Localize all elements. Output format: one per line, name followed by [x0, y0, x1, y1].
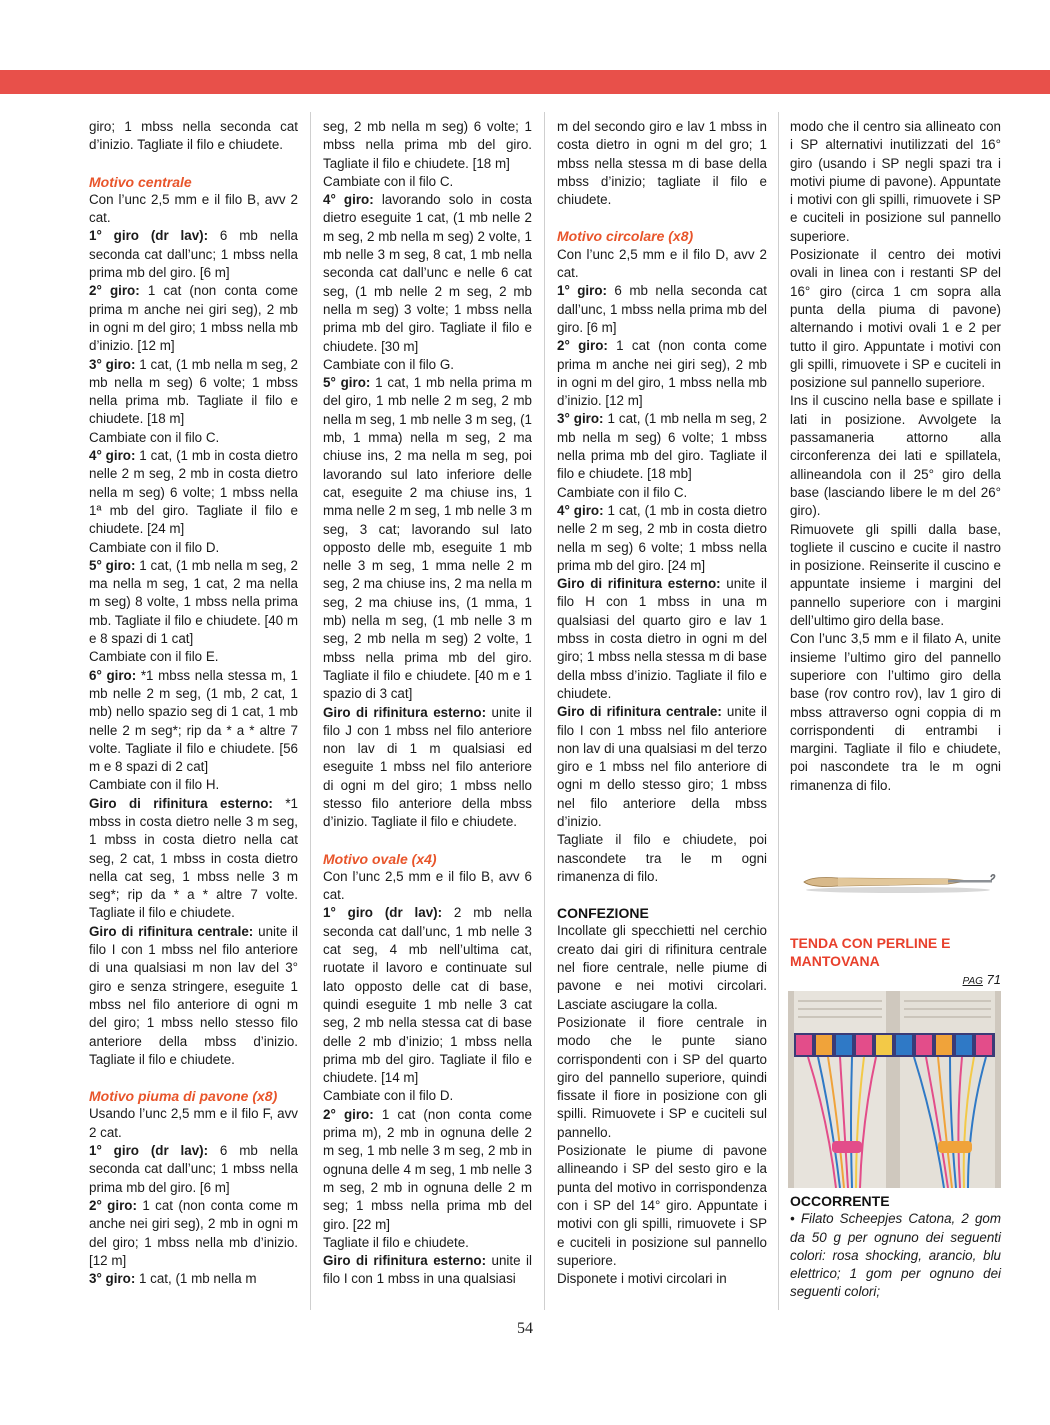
- section-heading-motivo-piuma: Motivo piuma di pavone (x8): [89, 1088, 278, 1105]
- round-text: 1 cat, (1 mb nella m seg, 2 mb nella m seg) 6 volte; 1 mbss nella prima mb. Tagliate il filo e chiudete. [18 m]: [89, 356, 298, 427]
- round-text: 1 cat, (1 mb nella m seg, 2 mb nella m seg) 6 volte; 1 mbss nella prima mb del giro. Tagliate il filo e chiudete. [18 mb]: [557, 411, 767, 482]
- paragraph: Cambiate con il filo E.: [89, 649, 219, 665]
- round-text: 1 cat, (1 mb in costa dietro nelle 2 m seg, 2 mb in costa dietro nella m seg) 6 volte; 1 mbss nella prima mb del giro. [24 m]: [557, 502, 767, 573]
- round-label: 2° giro:: [323, 1106, 374, 1122]
- round-text: unite il filo I con 1 mbss nel filo anteriore di una qualsiasi m non lav del 3° giro e senza stringere, eseguite 1 mbss nel filo anteriore di ogni m del giro; 1 mbss nello stesso filo anteriore della mbss d’inizio. Tagliate il filo e chiudete.: [89, 923, 298, 1067]
- round-label: 1° giro:: [557, 283, 607, 299]
- paragraph: Tagliate il filo e chiudete, poi nascondete tra le m ogni rimanenza di filo.: [557, 832, 767, 884]
- paragraph: Con l’unc 2,5 mm e il filo B, avv 6 cat.: [323, 868, 532, 903]
- paragraph: Posizionate il centro dei motivi ovali in linea con i restanti SP del 16° giro (circa 1 cm sopra alla punta della piuma di pavone) alternando i motivi ovali 1 e 2 per tutto il giro. Appuntate i motivi con gli spilli, rimuovete i SP e cuciteli in posizione sul pannello superiore.: [790, 247, 1001, 391]
- paragraph: Cambiate con il filo C.: [89, 429, 220, 445]
- paragraph: Incollate gli specchietti nel cerchio creato dai giri di rifinitura centrale nel fiore centrale, nelle piume di pavone e nei motivi circolari. Lasciate asciugare la colla.: [557, 923, 767, 1012]
- paragraph: Rimuovete gli spilli dalla base, togliete il cuscino e cucite il nastro in posizione. Reinserite il cuscino e appuntate insieme i margini del pannello superiore con i margini dell’ultimo giro della base.: [790, 521, 1001, 629]
- round-label: 4° giro:: [323, 192, 374, 208]
- paragraph: modo che il centro sia allineato con i SP alternativi inutilizzati del 16° giro (usando i SP negli spazi tra i motivi piume di pavone). Appuntate i motivi con gli spilli, rimuovete i SP e cuciteli in posizione sul pannello superiore.: [790, 119, 1001, 244]
- round-text: unite il filo I con 1 mbss in una qualsiasi: [323, 1253, 532, 1287]
- paragraph: Tagliate il filo e chiudete.: [323, 1234, 469, 1250]
- section-heading-confezione: CONFEZIONE: [557, 905, 649, 922]
- round-label: Giro di rifinitura esterno:: [323, 704, 487, 720]
- round-text: 1 cat, (1 mb in costa dietro nelle 2 m seg, 2 mb in costa dietro nella m seg) 6 volte; 1 mbss nella 1ª mb del giro. Tagliate il filo e chiudete. [24 m]: [89, 448, 298, 537]
- round-label: Giro di rifinitura centrale:: [557, 704, 722, 720]
- round-text: lavorando solo in costa dietro eseguite 1 cat, (1 mb nelle 2 m seg, 2 mb nella m seg) 2 volte, 1 mb nelle 3 m seg, 8 cat, 1 mb nella seconda cat dall’unc e nelle 6 cat seg, (1 mb nelle 2 m seg, 2 mb nella m seg) 3 volte; 1 mbss nella prima mb del giro. Tagliate il filo e chiudete. [30 m]: [323, 192, 532, 354]
- column-1: [89, 118, 298, 1288]
- round-text: 1 cat, (1 mb nella m seg, 2 ma nella m seg, 1 cat, 2 ma nella m seg) 8 volte, 1 mbss nella prima mb. Tagliate il filo e chiudete. [40 m e 8 spazi di 1 cat]: [89, 557, 298, 647]
- round-label: 6° giro:: [89, 667, 137, 683]
- paragraph: Cambiate con il filo D.: [323, 1088, 454, 1104]
- round-label: 5° giro:: [89, 557, 136, 573]
- paragraph: Con l’unc 3,5 mm e il filato A, unite insieme l’ultimo giro del pannello superiore con l’ultimo giro della base (rov contro rov), lav 1 giro di mbss attraverso ogni coppia di m corrispondenti di entrambi i margini. Tagliate il filo e chiudete, poi nascondete tra le m ogni rimanenza di filo.: [790, 631, 1001, 793]
- round-text: unite il filo I con 1 mbss nel filo anteriore non lav di una qualsiasi m del terzo giro e 1 mbss nel filo anteriore di ogni m dello stesso giro; 1 mbss nel filo anteriore della mbss d’inizio.: [557, 704, 767, 829]
- round-text: 1 cat, 1 mb nella prima m del giro, 1 mb nelle 2 m seg, 2 mb nella m seg, 1 mb nelle 3 m seg, (1 mb, 1 mma) nella m seg, 2 ma chiuse ins, 2 ma nella m seg, poi lavorando sul lato inferiore delle cat, eseguite 2 ma chiuse ins, 1 mma nelle 2 m seg, 1 mb nelle 3 m seg, 3 cat; lavorando sul lato opposto delle mb, eseguite 1 mb nelle 3 m seg, 1 mma nelle 2 m seg, 2 ma chiuse ins, 2 ma nella m seg, 2 ma chiuse ins, (1 mma, 1 mb) nella m seg, (1 mb nelle 3 m seg, 2 mb nella m seg) 2 volte, 1 mbss nella prima mb del giro. Tagliate il filo e chiudete. [40 m e 1 spazio di 3 cat]: [323, 375, 532, 702]
- round-text: 1 cat, (1 mb nella m: [135, 1271, 257, 1287]
- round-text: 6 mb nella seconda cat dall’unc; 1 mbss nella prima mb del giro. [6 m]: [89, 1143, 298, 1195]
- round-label: 3° giro:: [89, 1271, 136, 1287]
- section-heading-motivo-centrale: Motivo centrale: [89, 173, 192, 190]
- round-label: 1° giro (dr lav):: [89, 1143, 209, 1159]
- round-text: *1 mbss nella stessa m, 1 mb nelle 2 m seg, (1 mb, 2 cat, 1 mb) nello spazio seg di 1 cat, 1 mb nelle 2 m seg*; rip da * a * altre 7 volte. Tagliate il filo e chiudete. [56 m e 8 spazi di 2 cat]: [89, 667, 298, 775]
- paragraph: Posizionate il fiore centrale in modo che le punte siano corrispondenti con i SP del quarto giro del pannello superiore, quindi fissate il fiore in posizione con gli spilli. Rimuovete i SP e cuciteli sul pannello.: [557, 1014, 767, 1140]
- crochet-hook-image: [798, 868, 1000, 894]
- paragraph: Cambiate con il filo G.: [323, 356, 454, 372]
- section-heading-occorrente: OCCORRENTE: [790, 1193, 890, 1209]
- round-text: 1 cat (non conta come prima m), 2 mb in ognuna delle 2 m seg, 1 mb nelle 3 m seg, 2 mb in ognuna delle 4 m seg, 1 mb nelle 3 m seg, 2 mb in ognuna delle 2 m seg; 1 mbss nella prima mb del giro. [22 m]: [323, 1106, 533, 1232]
- round-text: unite il filo H con 1 mbss in una m qualsiasi del quarto giro e lav 1 mbss in costa dietro in ogni m del giro; 1 mbss nella stessa m di base della mbss d’inizio. Tagliate il filo e chiudete.: [557, 576, 767, 701]
- paragraph: Cambiate con il filo D.: [89, 539, 220, 555]
- curtain-photo-illustration: [788, 991, 1001, 1188]
- round-label: Giro di rifinitura esterno:: [89, 795, 273, 811]
- page-reference-label: PAG: [962, 976, 983, 987]
- round-label: 1° giro (dr lav):: [323, 905, 443, 921]
- paragraph: • Filato Scheepjes Catona, 2 gom da 50 g per ognuno dei seguenti colori: rosa shocking, arancio, blu elettrico; 1 gom per ognuno dei seguenti colori;: [790, 1211, 1001, 1300]
- round-text: 1 cat (non conta come prima m anche nei giri seg), 2 mb in ogni m del giro; 1 mbss nella mb d’inizio. [12 m]: [89, 283, 299, 354]
- paragraph: seg, 2 mb nella m seg) 6 volte; 1 mbss nella prima mb del giro. Tagliate il filo e chiudete. [18 m]: [323, 119, 532, 171]
- section-heading-motivo-ovale: Motivo ovale (x4): [323, 850, 437, 867]
- round-text: 6 mb nella seconda cat dall’unc; 1 mbss nella prima mb del giro. [6 m]: [89, 228, 298, 281]
- page-reference-number: 71: [986, 972, 1001, 987]
- paragraph: Ins il cuscino nella base e spillate i lati in posizione. Avvolgete la passamaneria attorno alla circonferenza dei lati e spillatela, allineandola con il 25° giro della base (lasciando libere le m del 26° giro).: [790, 393, 1001, 519]
- round-text: 2 mb nella seconda cat dall’unc, 1 mb nelle 3 cat seg, 4 mb nell’ultima cat, ruotate il lavoro e continuate sul lato opposto delle cat di base, quindi eseguite 1 mb nelle 3 cat seg, 2 mb nella stessa cat di base delle 2 mb d’inizio; 1 mbss nella prima mb del giro. Tagliate il filo e chiudete. [14 m]: [323, 905, 532, 1086]
- top-color-band: [0, 70, 1050, 94]
- column-divider: [310, 112, 311, 1310]
- round-label: Giro di rifinitura esterno:: [323, 1253, 487, 1269]
- round-label: Giro di rifinitura centrale:: [89, 923, 254, 939]
- paragraph: giro; 1 mbss nella seconda cat d’inizio. Tagliate il filo e chiudete.: [89, 119, 298, 153]
- column-3: [557, 118, 767, 1288]
- round-label: 2° giro:: [557, 338, 608, 354]
- round-label: 4° giro:: [557, 502, 604, 518]
- column-divider: [544, 112, 545, 1310]
- round-text: *1 mbss in costa dietro nelle 3 m seg, 1 mbss in costa dietro nella cat seg, 2 cat, 1 mbss in costa dietro nella cat seg, 1 mbss nelle 3 m seg*; rip da * a * altre 7 volte. Tagliate il filo e chiudete.: [89, 795, 298, 921]
- round-label: 2° giro:: [89, 283, 140, 299]
- column-2: [323, 118, 532, 1289]
- paragraph: Cambiate con il filo C.: [323, 173, 454, 189]
- round-label: 3° giro:: [557, 411, 604, 427]
- occorrente-section: [790, 1192, 1001, 1302]
- round-label: 3° giro:: [89, 356, 136, 372]
- page-reference: [790, 972, 1001, 987]
- curtain-photo: [788, 991, 1001, 1188]
- paragraph: Disponete i motivi circolari in: [557, 1271, 727, 1287]
- paragraph: Cambiate con il filo C.: [557, 484, 688, 500]
- column-divider: [778, 112, 779, 1310]
- paragraph: Con l’unc 2,5 mm e il filo D, avv 2 cat.: [557, 246, 767, 281]
- round-text: unite il filo J con 1 mbss nel filo anteriore non lav di 1 m qualsiasi ed eseguite 1 mbss nel filo anteriore di ogni m del giro; 1 mbss nello stesso filo anteriore della mbss d’inizio. Tagliate il filo e chiudete.: [323, 704, 532, 830]
- tenda-section: [790, 934, 1001, 987]
- section-heading-tenda: TENDA CON PERLINE E MANTOVANA: [790, 935, 951, 969]
- round-label: 5° giro:: [323, 375, 371, 391]
- section-heading-motivo-circolare: Motivo circolare (x8): [557, 228, 694, 245]
- round-text: 6 mb nella seconda cat dall’unc, 1 mbss nella prima mb del giro. [6 m]: [557, 283, 767, 335]
- paragraph: Usando l’unc 2,5 mm e il filo F, avv 2 cat.: [89, 1106, 298, 1140]
- page-number: 54: [517, 1320, 533, 1337]
- round-label: 4° giro:: [89, 448, 136, 464]
- round-text: 1 cat (non conta come m anche nei giri seg), 2 mb in ogni m del giro; 1 mbss nella mb d’inizio. [12 m]: [89, 1197, 298, 1268]
- round-label: Giro di rifinitura esterno:: [557, 576, 721, 592]
- paragraph: Con l’unc 2,5 mm e il filo B, avv 2 cat.: [89, 191, 298, 226]
- round-label: 2° giro:: [89, 1197, 137, 1213]
- round-text: 1 cat (non conta come prima m anche nei giri seg), 2 mb in ogni m del giro, 1 mbss nella mb d’inizio. [12 m]: [557, 338, 767, 409]
- paragraph: m del secondo giro e lav 1 mbss in costa dietro in ogni m del gro; 1 mbss nella stessa m di base della mbss d’inizio; tagliate il filo e chiudete.: [557, 119, 767, 208]
- column-4: [790, 118, 1001, 795]
- paragraph: Posizionate le piume di pavone allineando i SP del sesto giro e la punta del motivo in corrispondenza con i SP del 14° giro. Appuntate i motivi con gli spilli, rimuovete i SP e cuciteli in posizione sul pannello superiore.: [557, 1143, 767, 1268]
- paragraph: Cambiate con il filo H.: [89, 777, 220, 793]
- round-label: 1° giro (dr lav):: [89, 228, 209, 244]
